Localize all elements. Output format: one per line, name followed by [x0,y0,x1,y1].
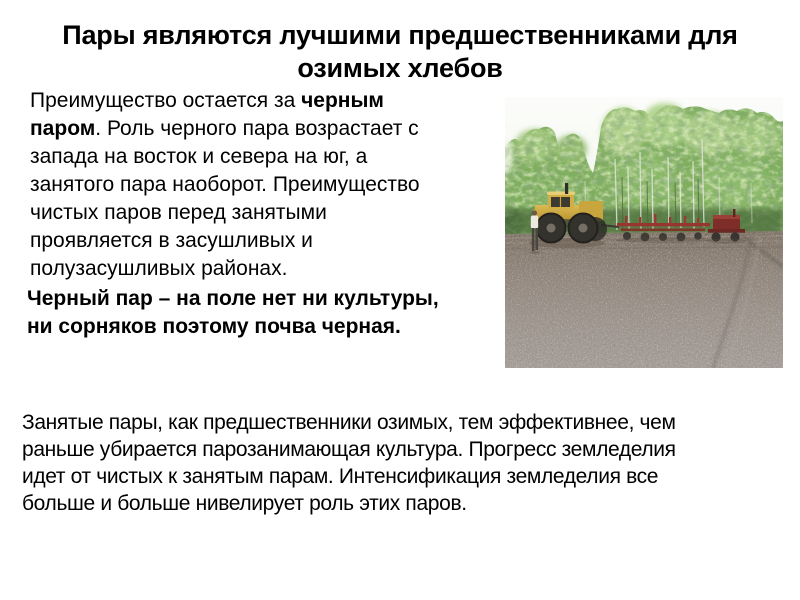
seeder-frame [708,229,745,233]
cab-roof [547,192,575,195]
field-photo-canvas [505,97,783,368]
paragraph-black-fallow-definition: Черный пар – на поле нет ни культуры, ни сорняков поэтому почва черная. [27,287,439,338]
person-leg-right [535,228,538,250]
paragraph-occupied-fallows: Занятые пары, как предшественники озимых, тем эффективнее, чем раньше убирается парозанимающая культура. Прогресс земледелия идет от чистых к занятым парам. Интенсификация земледелия все больше и больше нивелирует роль этих паров. [22,411,676,515]
field-photo [505,97,783,368]
person-head [532,210,537,215]
seeder-hopper-top [713,215,740,219]
person-shirt [531,216,538,229]
person-leg-left [532,228,535,251]
plowed-field [505,231,783,368]
seeder-mast [733,209,735,217]
implement-lower-bar [621,229,705,232]
soil-texture-light [505,231,783,368]
slide-title: Пары являются лучшими предшественниками для озимых хлебов [62,20,738,83]
exhaust-pipe [565,183,568,194]
implement-toolbar [617,223,710,226]
seeder-shadow [706,238,746,243]
front-wheel [537,214,566,243]
rear-wheel [569,214,598,243]
paragraph-black-fallow-advantage: Преимущество остается за черным паром. Роль черного пара возрастает с запада на восток и севера на юг, а занятого пара наоборот. Преимущество чистых паров перед занятыми проявляется в засушливых и полузасушливых районах. [30,89,420,280]
person-shadow [530,251,540,254]
implement-shadow [615,237,711,243]
